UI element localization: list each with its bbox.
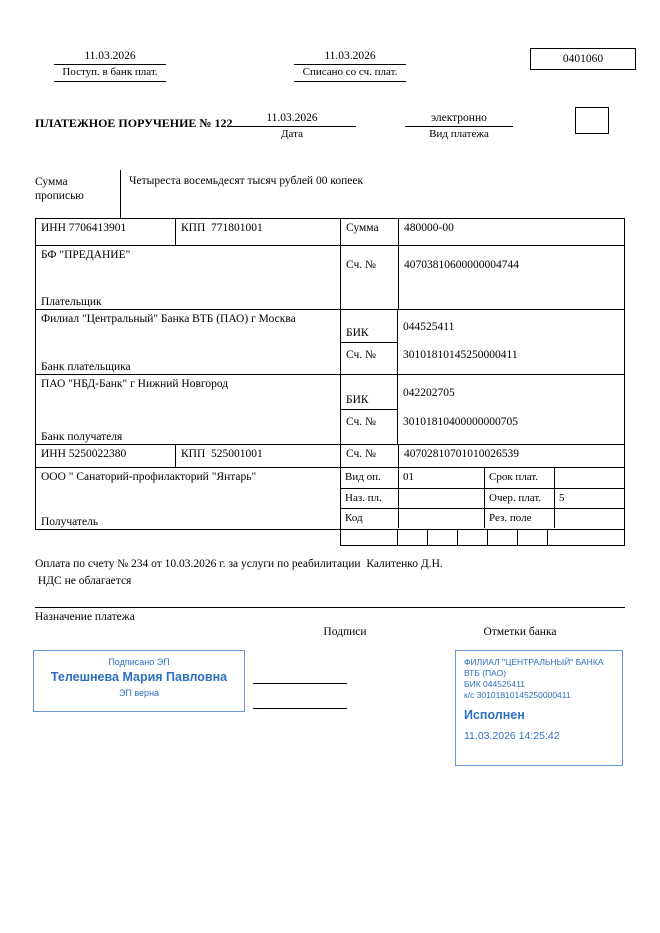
tax-field-cell <box>488 530 518 545</box>
amount-label: Сумма <box>340 219 398 245</box>
signatures-label: Подписи <box>323 626 367 638</box>
form-code-box <box>530 48 636 70</box>
payer-bank-requisites <box>340 310 624 374</box>
payer-bank-name: Филиал "Центральный" Банка ВТБ (ПАО) г Москва <box>41 313 296 325</box>
rez-pole-label: Рез. поле <box>485 509 555 528</box>
amount-in-words-label: Сумма прописью <box>35 170 121 218</box>
payee-cell <box>36 468 340 529</box>
esign-title: Подписано ЭП <box>108 657 170 667</box>
bank-received-field <box>54 50 166 82</box>
payee-name: ООО " Санаторий-профилакторий "Янтарь" <box>41 471 257 483</box>
payer-bank-bik-label: БИК <box>341 310 398 343</box>
kod-label: Код <box>341 509 399 528</box>
payee-bank-account: 30101810400000000705 <box>403 416 518 428</box>
payee-kpp: КПП 525001001 <box>175 445 340 467</box>
date-label: Дата <box>281 128 303 140</box>
esignature-stamp <box>33 650 245 712</box>
amount-value: 480000-00 <box>398 219 624 245</box>
vid-op-value: 01 <box>399 468 485 488</box>
bank-received-label: Поступ. в банк плат. <box>54 65 166 82</box>
payee-row <box>36 468 624 529</box>
payee-bank-bik-label: БИК <box>341 375 398 410</box>
tax-field-cell <box>458 530 488 545</box>
esign-signer-name: Телешнева Мария Павловна <box>50 670 228 684</box>
stamp-timestamp: 11.03.2026 14:25:42 <box>464 730 560 742</box>
payee-account-label: Сч. № <box>340 445 398 467</box>
payer-bank-account: 30101810145250000411 <box>403 349 518 361</box>
payment-kind-label: Вид платежа <box>429 128 489 140</box>
tax-fields-strip <box>340 530 625 546</box>
payer-bank-cell <box>36 310 340 374</box>
bank-received-date: 11.03.2026 <box>54 50 166 65</box>
document-title: ПЛАТЕЖНОЕ ПОРУЧЕНИЕ № 122 <box>35 116 233 130</box>
payer-name: БФ "ПРЕДАНИЕ" <box>41 249 131 261</box>
operation-details <box>340 468 624 529</box>
srok-plat-value <box>555 468 624 488</box>
tax-field-cell <box>398 530 428 545</box>
rez-pole-value <box>555 509 624 528</box>
stamp-bank-name-line1: ФИЛИАЛ "ЦЕНТРАЛЬНЫЙ" БАНКА <box>464 657 604 667</box>
bank-execution-stamp <box>455 650 623 766</box>
payee-bank-label: Банк получателя <box>41 431 123 443</box>
naz-pl-label: Наз. пл. <box>341 489 399 508</box>
payee-bank-account-label: Сч. № <box>341 410 398 444</box>
form-code: 0401060 <box>562 53 604 65</box>
purpose-line1: Оплата по счету № 234 от 10.03.2026 г. за услуги по реабилитации Калитенко Д.Н. <box>35 558 443 570</box>
payee-bank-bik: 042202705 <box>403 386 455 399</box>
stamp-bik: БИК 044525411 <box>464 679 525 689</box>
tax-field-cell <box>428 530 458 545</box>
payer-row <box>36 246 624 310</box>
stamp-bank-name-line2: ВТБ (ПАО) <box>464 668 507 678</box>
esign-valid-label: ЭП верна <box>118 688 160 698</box>
payer-kpp: КПП 771801001 <box>175 219 340 245</box>
payer-cell <box>36 246 340 309</box>
payment-kind-value: электронно <box>405 112 513 127</box>
status-code-box <box>575 107 609 134</box>
vid-op-label: Вид оп. <box>341 468 399 488</box>
payer-bank-label: Банк плательщика <box>41 361 131 373</box>
payment-details-table <box>35 218 625 546</box>
payment-kind-field <box>405 112 513 140</box>
payer-account: 40703810600000004744 <box>398 246 624 309</box>
payer-bank-account-label: Сч. № <box>341 343 398 374</box>
payer-account-label: Сч. № <box>340 246 398 309</box>
payer-bank-row <box>36 310 624 375</box>
tax-field-cell <box>518 530 548 545</box>
payee-account: 40702810701010026539 <box>398 445 624 467</box>
amount-in-words-text: Четыреста восемьдесят тысяч рублей 00 копеек <box>129 175 364 187</box>
kod-value <box>399 509 485 528</box>
debited-date: 11.03.2026 <box>294 50 406 65</box>
purpose-text <box>35 556 625 590</box>
ocher-plat-value: 5 <box>559 492 565 504</box>
payer-inn-row <box>36 219 624 246</box>
tax-field-cell <box>341 530 398 545</box>
debited-field <box>294 50 406 82</box>
amount-in-words-section <box>35 170 625 218</box>
payer-label: Плательщик <box>41 296 102 308</box>
ocher-plat-label: Очер. плат. <box>485 489 555 508</box>
debited-label: Списано со сч. плат. <box>294 65 406 82</box>
signature-line-1 <box>253 683 347 684</box>
payer-bank-bik: 044525411 <box>403 320 455 333</box>
date-field <box>228 112 356 140</box>
naz-pl-value <box>399 489 485 508</box>
payer-inn: ИНН 7706413901 <box>41 222 127 234</box>
purpose-label: Назначение платежа <box>35 607 625 623</box>
date-value: 11.03.2026 <box>228 112 356 127</box>
payee-inn-row <box>36 445 624 468</box>
stamp-corr-account: к/с 30101810145250000411 <box>464 690 571 700</box>
payee-label: Получатель <box>41 516 99 528</box>
signature-line-2 <box>253 708 347 709</box>
payee-bank-requisites <box>340 375 624 444</box>
purpose-line2: НДС не облагается <box>35 575 132 587</box>
payee-bank-cell <box>36 375 340 444</box>
stamp-status: Исполнен <box>464 708 525 722</box>
bank-marks-label: Отметки банка <box>483 626 557 638</box>
srok-plat-label: Срок плат. <box>485 468 555 488</box>
payee-bank-row <box>36 375 624 445</box>
payee-inn: ИНН 5250022380 <box>41 448 127 460</box>
tax-field-cell <box>548 530 624 545</box>
payee-bank-name: ПАО "НБД-Банк" г Нижний Новгород <box>41 378 229 390</box>
